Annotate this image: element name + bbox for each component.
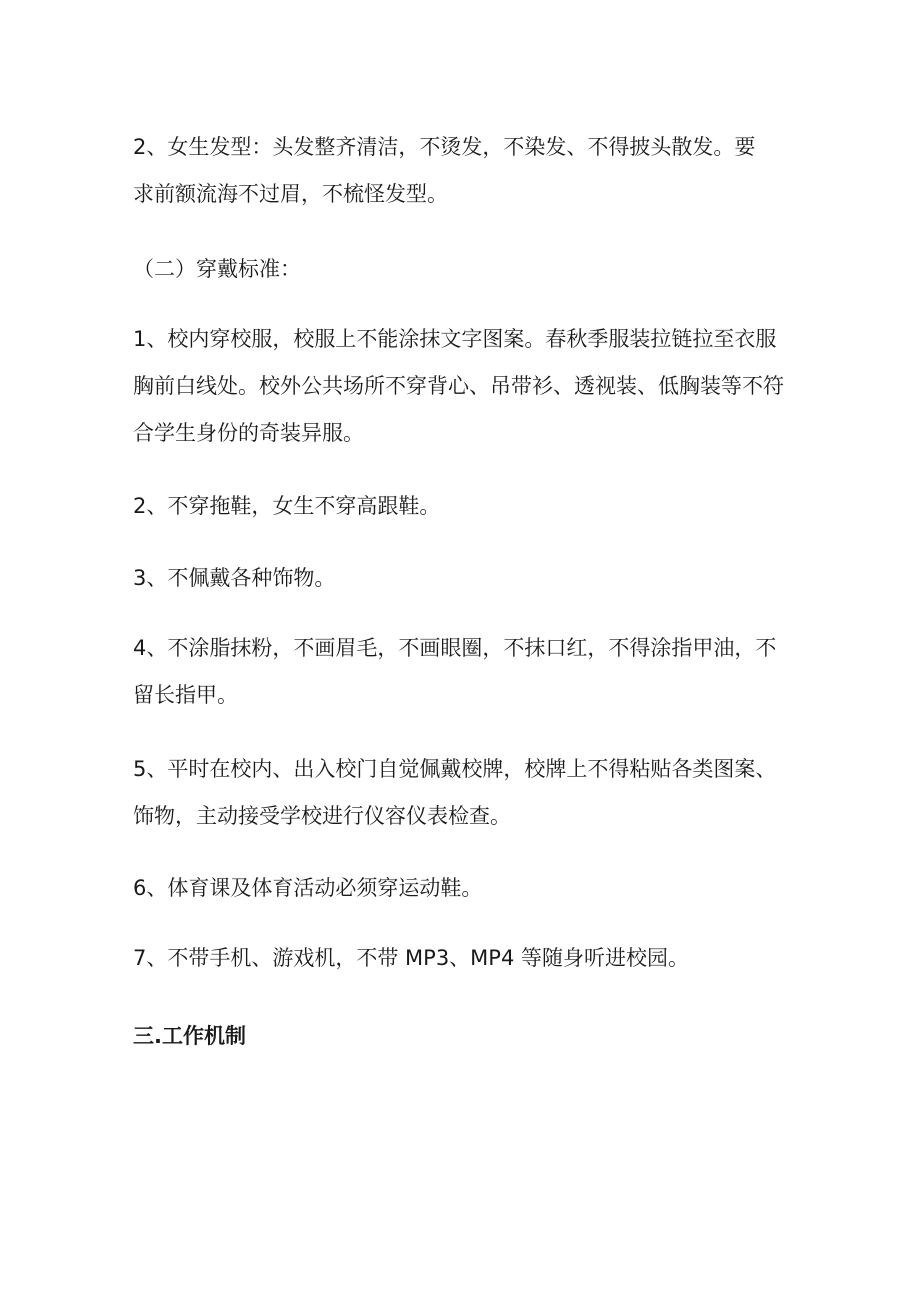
text-line: 饰物，主动接受学校进行仪容仪表检查。 bbox=[133, 804, 511, 828]
paragraph-item-1 bbox=[133, 316, 813, 457]
text-line: 3、不佩戴各种饰物。 bbox=[133, 566, 336, 590]
text-line: 胸前白线处。校外公共场所不穿背心、吊带衫、透视装、低胸装等不符 bbox=[133, 374, 784, 398]
text-line: 合学生身份的奇装异服。 bbox=[133, 421, 364, 445]
text-line: （二）穿戴标准： bbox=[133, 257, 301, 281]
text-line: 7、不带手机、游戏机，不带 MP3、MP4 等随身听进校园。 bbox=[133, 946, 689, 970]
paragraph-item-4 bbox=[133, 625, 813, 719]
text-line: 2、不穿拖鞋，女生不穿高跟鞋。 bbox=[133, 494, 441, 518]
paragraph-item-7 bbox=[133, 935, 813, 982]
section-heading-work-mechanism: 三.工作机制 bbox=[133, 1024, 246, 1048]
text-line: 2、女生发型：头发整齐清洁，不烫发，不染发、不得披头散发。要 bbox=[133, 135, 756, 159]
paragraph-girls-hairstyle bbox=[133, 124, 813, 218]
text-line: 4、不涂脂抹粉，不画眉毛，不画眼圈，不抹口红，不得涂指甲油，不 bbox=[133, 636, 777, 660]
text-line: 5、平时在校内、出入校门自觉佩戴校牌，校牌上不得粘贴各类图案、 bbox=[133, 757, 777, 781]
text-line: 留长指甲。 bbox=[133, 683, 238, 707]
subheading-wear-standard bbox=[133, 246, 813, 293]
text-line: 1、校内穿校服，校服上不能涂抹文字图案。春秋季服装拉链拉至衣服 bbox=[133, 327, 777, 351]
text-line: 6、体育课及体育活动必须穿运动鞋。 bbox=[133, 876, 483, 900]
paragraph-item-5 bbox=[133, 746, 813, 840]
paragraph-item-6 bbox=[133, 865, 813, 912]
paragraph-item-3 bbox=[133, 555, 813, 602]
paragraph-item-2 bbox=[133, 483, 813, 530]
text-line: 求前额流海不过眉，不梳怪发型。 bbox=[133, 182, 448, 206]
